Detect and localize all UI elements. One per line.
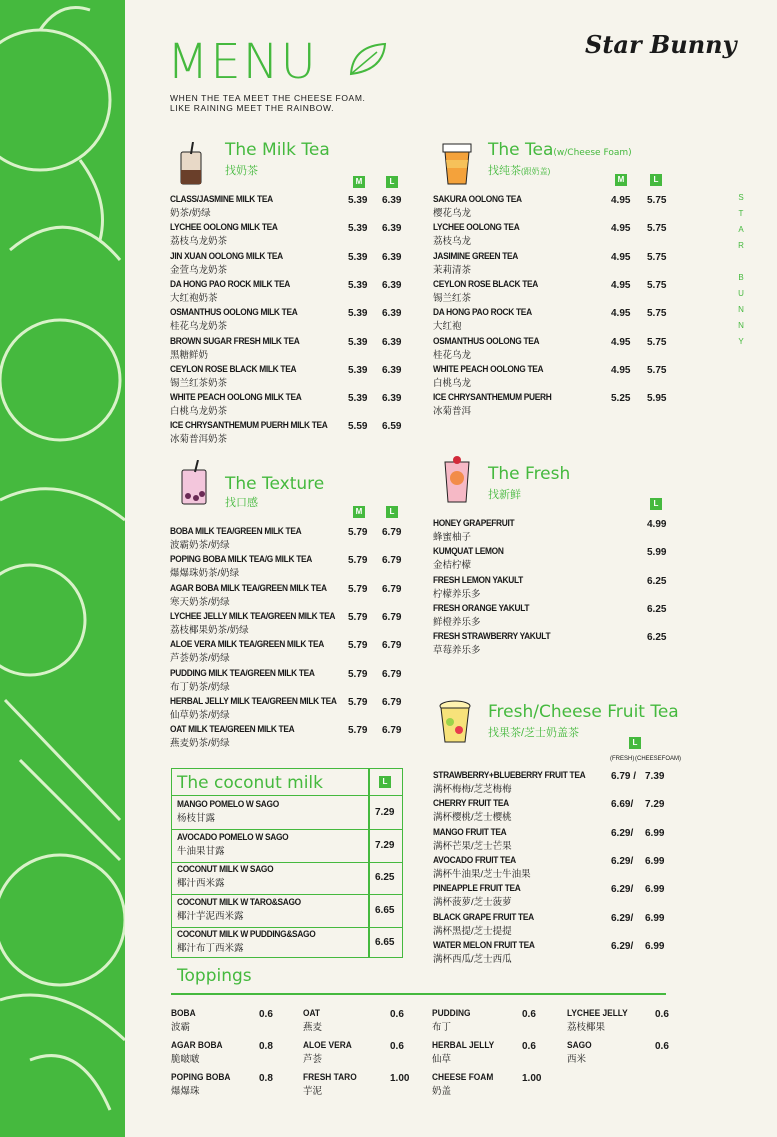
topping-name-zh: 芋泥	[303, 1086, 323, 1097]
item-name: DA HONG PAO ROCK TEA	[433, 307, 532, 319]
item-name-zh: 荔枝乌龙	[433, 236, 472, 248]
menu-item-row	[433, 336, 693, 362]
topping-name-zh: 芦荟	[303, 1054, 323, 1065]
price-large: 6.79	[382, 555, 402, 567]
item-name: ICE CHRYSANTHEMUM PUERH	[433, 392, 552, 404]
topping-name-zh: 脆啵啵	[171, 1054, 200, 1065]
item-name-zh: 芦荟奶茶/奶绿	[170, 653, 230, 665]
section-milk-tea	[170, 140, 410, 446]
topping-item	[303, 1008, 423, 1034]
item-name: LYCHEE JELLY MILK TEA/GREEN MILK TEA	[170, 610, 336, 622]
menu-item-row	[433, 307, 693, 333]
item-name: HONEY GRAPEFRUIT	[433, 518, 515, 529]
topping-name-zh: 燕麦	[303, 1022, 323, 1033]
item-name-zh: 柠檬养乐多	[433, 588, 481, 600]
item-name: SAKURA OOLONG TEA	[433, 194, 522, 205]
menu-item-row	[170, 251, 430, 277]
item-name: BOBA MILK TEA/GREEN MILK TEA	[170, 526, 302, 537]
item-name-zh: 金萱乌龙奶茶	[170, 264, 228, 276]
price-large: 6.65	[375, 904, 395, 916]
menu-item-row	[177, 864, 402, 890]
topping-name-zh: 荔枝椰果	[567, 1022, 606, 1033]
price-cheese-foam: 6.99	[645, 912, 665, 924]
item-name-zh: 桂花乌龙奶茶	[170, 321, 228, 333]
price-fresh: 6.79 /	[611, 771, 637, 782]
price-medium: 5.79	[348, 640, 368, 652]
topping-price: 1.00	[390, 1073, 410, 1084]
item-name-zh: 杨枝甘露	[177, 813, 216, 824]
menu-item-row	[170, 222, 430, 248]
menu-item-row	[433, 575, 693, 601]
item-name: LYCHEE OOLONG MILK TEA	[170, 222, 278, 234]
topping-price: 1.00	[522, 1073, 542, 1084]
price-medium: 5.39	[348, 251, 368, 263]
item-name-zh: 满杯樱桃/芝士樱桃	[433, 812, 512, 824]
menu-item-row	[170, 194, 430, 220]
price-large: 6.79	[382, 725, 402, 737]
milk-tea-cup-icon	[178, 142, 204, 186]
item-name: AVOCADO FRUIT TEA	[433, 854, 516, 866]
item-name-zh: 白桃乌龙奶茶	[170, 406, 228, 418]
menu-item-row	[433, 770, 693, 796]
menu-item-row	[170, 668, 430, 694]
topping-item	[171, 1008, 291, 1034]
item-name-zh: 锡兰红茶	[433, 292, 472, 304]
toppings-divider	[171, 993, 666, 995]
price-fresh: 6.29/	[611, 940, 634, 952]
size-l-badge: L	[386, 506, 398, 518]
menu-item-row	[170, 279, 430, 305]
price-large: 6.79	[382, 696, 402, 708]
price-medium: 4.95	[611, 308, 631, 320]
topping-price: 0.6	[259, 1009, 273, 1020]
price-cheese-foam: 6.99	[645, 884, 665, 896]
menu-item-row	[170, 336, 430, 362]
size-m-badge: M	[353, 506, 365, 518]
item-name: PINEAPPLE FRUIT TEA	[433, 883, 521, 895]
price-large: 6.59	[382, 421, 402, 433]
topping-name: CHEESE FOAM	[432, 1072, 494, 1083]
item-name: WHITE PEACH OOLONG TEA	[433, 363, 544, 375]
toppings-title: Toppings	[177, 966, 252, 986]
price-large: 6.39	[382, 279, 402, 291]
menu-item-row	[433, 883, 693, 909]
topping-name-zh: 布丁	[432, 1022, 452, 1033]
price-fresh: 6.29/	[611, 855, 634, 867]
item-name-zh: 冰菊普洱	[433, 406, 472, 418]
price-medium: 5.79	[348, 696, 368, 708]
price-cheese-foam: 6.99	[645, 827, 665, 839]
leaf-icon	[347, 40, 389, 78]
topping-name: OAT	[303, 1008, 321, 1019]
price-medium: 4.95	[611, 279, 631, 291]
menu-page	[125, 0, 777, 1137]
menu-item-row	[170, 307, 430, 333]
price-medium: 5.79	[348, 527, 368, 538]
topping-item	[303, 1040, 423, 1066]
item-name-zh: 荔枝椰果奶茶/奶绿	[170, 624, 249, 636]
item-name: COCONUT MILK W SAGO	[177, 864, 274, 875]
topping-price: 0.8	[259, 1041, 273, 1052]
price-medium: 5.39	[348, 279, 368, 291]
item-name: AVOCADO POMELO W SAGO	[177, 831, 289, 843]
price-cheese-foam: 6.99	[645, 940, 665, 952]
tagline-line-2: LIKE RAINING MEET THE RAINBOW.	[170, 103, 335, 113]
item-name-zh: 寒天奶茶/奶绿	[170, 596, 230, 608]
price-large: 6.39	[382, 393, 402, 405]
price-large: 7.29	[375, 839, 395, 851]
price-fresh: 6.29/	[611, 912, 634, 924]
item-name: DA HONG PAO ROCK MILK TEA	[170, 278, 291, 290]
item-name-zh: 樱花乌龙	[433, 208, 472, 219]
item-name: STRAWBERRY+BLUEBERRY FRUIT TEA	[433, 770, 586, 781]
menu-item-row	[170, 639, 430, 665]
price-large: 6.39	[382, 364, 402, 376]
price-medium: 5.79	[348, 583, 368, 595]
fresh-title: The Fresh	[488, 464, 571, 484]
price-medium: 5.39	[348, 364, 368, 376]
item-name: CEYLON ROSE BLACK MILK TEA	[170, 363, 297, 375]
item-name-zh: 冰菊普洱奶茶	[170, 434, 228, 446]
item-name: MANGO FRUIT TEA	[433, 826, 507, 838]
menu-item-row	[433, 279, 693, 305]
topping-name: LYCHEE JELLY	[567, 1008, 628, 1019]
topping-name: AGAR BOBA	[171, 1040, 223, 1051]
item-name-zh: 布丁奶茶/奶绿	[170, 681, 230, 693]
menu-item-row	[433, 855, 693, 881]
topping-item	[567, 1040, 687, 1066]
topping-name: FRESH TARO	[303, 1072, 357, 1083]
item-name: HERBAL JELLY MILK TEA/GREEN MILK TEA	[170, 695, 337, 707]
item-name: OSMANTHUS OOLONG TEA	[433, 335, 540, 347]
item-name-zh: 桂花乌龙	[433, 349, 472, 361]
tagline	[170, 93, 365, 113]
price-large: 5.75	[647, 364, 667, 376]
item-name-zh: 满杯西瓜/芝士西瓜	[433, 953, 512, 965]
topping-item	[432, 1008, 552, 1034]
price-large: 6.39	[382, 251, 402, 263]
menu-item-row	[433, 546, 693, 572]
topping-name: BOBA	[171, 1008, 196, 1019]
fruit-tea-cup-icon	[437, 696, 473, 744]
menu-item-row	[170, 364, 430, 390]
item-name-zh: 满杯梅梅/芝芝梅梅	[433, 784, 512, 795]
topping-name: ALOE VERA	[303, 1040, 352, 1051]
menu-item-row	[177, 799, 402, 825]
price-medium: 5.25	[611, 393, 631, 405]
topping-name-zh: 仙草	[432, 1054, 452, 1065]
cheese-column-header: (CHEESEFOAM)	[635, 756, 682, 762]
price-medium: 4.95	[611, 336, 631, 348]
row-divider	[172, 862, 402, 863]
item-name-zh: 满杯菠萝/芝士菠萝	[433, 897, 512, 909]
topping-name: POPING BOBA	[171, 1072, 231, 1083]
price-large: 5.95	[647, 393, 667, 405]
item-name: COCONUT MILK W TARO&SAGO	[177, 896, 301, 908]
topping-name-zh: 爆爆珠	[171, 1086, 200, 1097]
menu-item-row	[433, 798, 693, 824]
price-large: 6.39	[382, 336, 402, 348]
item-name-zh: 鲜橙养乐多	[433, 616, 481, 628]
menu-item-row	[170, 554, 430, 580]
topping-name: HERBAL JELLY	[432, 1040, 495, 1051]
texture-title: The Texture	[225, 474, 325, 494]
price-medium: 4.95	[611, 223, 631, 235]
topping-price: 0.8	[259, 1073, 273, 1084]
item-name-zh: 波霸奶茶/奶绿	[170, 540, 230, 551]
price-cheese-foam: 6.99	[645, 855, 665, 867]
item-name-zh: 茉莉清茶	[433, 264, 472, 276]
fruit-tea-subtitle: 找果茶/芝士奶盖茶	[488, 727, 580, 739]
size-l-badge: L	[629, 737, 641, 749]
item-name-zh: 满杯黑提/芝士提提	[433, 925, 512, 937]
item-name: OAT MILK TEA/GREEN MILK TEA	[170, 724, 295, 736]
topping-name-zh: 奶盖	[432, 1086, 452, 1097]
item-name: CEYLON ROSE BLACK TEA	[433, 278, 539, 290]
price-large: 6.79	[382, 527, 402, 538]
topping-item	[432, 1040, 552, 1066]
item-name: JIN XUAN OOLONG MILK TEA	[170, 250, 283, 262]
item-name: BLACK GRAPE FRUIT TEA	[433, 911, 534, 923]
menu-item-row	[433, 194, 693, 220]
price-large: 5.99	[647, 547, 667, 559]
menu-item-row	[433, 392, 693, 418]
price-large: 5.75	[647, 223, 667, 235]
milk-tea-title: The Milk Tea	[225, 140, 330, 160]
price-large: 7.29	[375, 807, 395, 818]
price-large: 6.79	[382, 668, 402, 680]
menu-item-row	[177, 929, 402, 955]
item-name: CHERRY FRUIT TEA	[433, 798, 509, 810]
topping-name: SAGO	[567, 1040, 592, 1051]
fresh-subtitle: 找新鲜	[488, 489, 521, 501]
item-name-zh: 椰汁芋泥西米露	[177, 910, 244, 922]
price-large: 6.39	[382, 195, 402, 206]
item-name: WHITE PEACH OOLONG MILK TEA	[170, 392, 302, 404]
topping-price: 0.6	[655, 1009, 669, 1020]
menu-item-row	[177, 897, 402, 923]
topping-name-zh: 波霸	[171, 1022, 191, 1033]
menu-item-row	[170, 420, 430, 446]
price-large: 5.75	[647, 251, 667, 263]
item-name-zh: 牛油果甘露	[177, 845, 225, 857]
size-m-badge: M	[353, 176, 365, 188]
menu-item-row	[170, 583, 430, 609]
row-divider	[172, 829, 402, 830]
item-name: FRESH ORANGE YAKULT	[433, 602, 530, 614]
topping-item	[303, 1072, 423, 1098]
price-large: 6.25	[647, 632, 667, 644]
menu-item-row	[170, 611, 430, 637]
menu-item-row	[433, 940, 693, 966]
item-name: COCONUT MILK W PUDDING&SAGO	[177, 929, 316, 940]
price-medium: 4.95	[611, 195, 631, 206]
fruit-tea-title: Fresh/Cheese Fruit Tea	[488, 702, 679, 722]
item-name-zh: 黑糖鲜奶	[170, 349, 209, 361]
item-name-zh: 燕麦奶茶/奶绿	[170, 738, 230, 750]
item-name-zh: 爆爆珠奶茶/奶绿	[170, 568, 240, 580]
topping-name-zh: 西米	[567, 1054, 587, 1065]
item-name: ICE CHRYSANTHEMUM PUERH MILK TEA	[170, 420, 328, 432]
price-cheese-foam: 7.39	[645, 771, 665, 782]
size-l-badge: L	[650, 174, 662, 186]
topping-item	[432, 1072, 552, 1098]
price-large: 6.25	[647, 603, 667, 615]
price-large: 6.25	[647, 575, 667, 587]
item-name-zh: 白桃乌龙	[433, 377, 472, 389]
item-name: FRESH STRAWBERRY YAKULT	[433, 631, 551, 643]
fresh-cup-icon	[441, 452, 473, 504]
price-medium: 5.79	[348, 725, 368, 737]
item-name-zh: 锡兰红茶奶茶	[170, 377, 228, 389]
section-texture	[170, 460, 415, 760]
price-medium: 5.39	[348, 393, 368, 405]
price-medium: 5.39	[348, 308, 368, 320]
price-large: 6.39	[382, 223, 402, 235]
item-name: FRESH LEMON YAKULT	[433, 574, 523, 586]
item-name-zh: 大红袍	[433, 321, 462, 333]
price-large: 6.65	[375, 937, 395, 948]
item-name: AGAR BOBA MILK TEA/GREEN MILK TEA	[170, 582, 327, 594]
size-l-badge: L	[650, 498, 662, 510]
price-large: 5.75	[647, 279, 667, 291]
fresh-column-header: (FRESH)	[610, 756, 635, 762]
item-name: ALOE VERA MILK TEA/GREEN MILK TEA	[170, 639, 324, 651]
price-large: 6.79	[382, 583, 402, 595]
menu-item-row	[170, 392, 430, 418]
price-fresh: 6.29/	[611, 827, 634, 839]
price-medium: 5.39	[348, 223, 368, 235]
item-name: WATER MELON FRUIT TEA	[433, 939, 535, 951]
price-medium: 5.59	[348, 421, 368, 433]
item-name: LYCHEE OOLONG TEA	[433, 222, 520, 234]
price-cheese-foam: 7.29	[645, 799, 665, 811]
item-name-zh: 椰汁布丁西米露	[177, 943, 244, 954]
price-large: 6.25	[375, 872, 395, 883]
price-large: 4.99	[647, 519, 667, 530]
menu-item-row	[433, 912, 693, 938]
vertical-brand-text: S T A R B U N N Y	[738, 193, 744, 346]
size-l-badge: L	[379, 776, 391, 788]
topping-price: 0.6	[390, 1009, 404, 1020]
item-name: JASIMINE GREEN TEA	[433, 250, 519, 262]
fruit-sketch-icon	[0, 0, 125, 1137]
topping-name: PUDDING	[432, 1008, 471, 1019]
item-name-zh: 金桔柠檬	[433, 560, 472, 572]
item-name-zh: 满杯芒果/芝士芒果	[433, 840, 512, 852]
price-medium: 5.79	[348, 611, 368, 623]
texture-subtitle: 找口感	[225, 497, 258, 509]
menu-item-row	[170, 724, 430, 750]
item-name-zh: 仙草奶茶/奶绿	[170, 709, 230, 721]
texture-cup-icon	[178, 460, 210, 506]
topping-item	[171, 1072, 291, 1098]
price-large: 5.75	[647, 308, 667, 320]
topping-price: 0.6	[522, 1041, 536, 1052]
menu-item-row	[170, 526, 430, 552]
tea-cup-icon	[439, 138, 475, 186]
tea-title: The Tea(w/Cheese Foam)	[488, 140, 632, 160]
price-medium: 5.39	[348, 336, 368, 348]
milk-tea-subtitle: 找奶茶	[225, 165, 258, 177]
price-large: 5.75	[647, 195, 667, 206]
price-fresh: 6.29/	[611, 884, 634, 896]
tagline-line-1: WHEN THE TEA MEET THE CHEESE FOAM.	[170, 93, 366, 103]
item-name: PUDDING MILK TEA/GREEN MILK TEA	[170, 667, 315, 679]
item-name-zh: 奶茶/奶绿	[170, 208, 211, 219]
tea-subtitle: 找纯茶(跟奶盖)	[488, 165, 551, 177]
menu-item-row	[433, 603, 693, 629]
menu-item-row	[433, 251, 693, 277]
price-large: 6.79	[382, 611, 402, 623]
price-medium: 5.79	[348, 555, 368, 567]
menu-item-row	[170, 696, 430, 722]
price-large: 6.79	[382, 640, 402, 652]
menu-item-row	[177, 832, 402, 858]
topping-item	[567, 1008, 687, 1034]
price-medium: 5.79	[348, 668, 368, 680]
row-divider	[172, 927, 402, 928]
item-name-zh: 满杯牛油果/芝士牛油果	[433, 868, 531, 880]
section-tea	[433, 140, 673, 420]
coconut-title: The coconut milk	[177, 773, 323, 793]
topping-item	[171, 1040, 291, 1066]
row-divider	[172, 894, 402, 895]
price-large: 6.39	[382, 308, 402, 320]
price-medium: 4.95	[611, 251, 631, 263]
item-name-zh: 大红袍奶茶	[170, 292, 218, 304]
menu-item-row	[433, 631, 693, 657]
topping-price: 0.6	[655, 1041, 669, 1052]
menu-item-row	[433, 222, 693, 248]
menu-item-row	[433, 364, 693, 390]
price-medium: 4.95	[611, 364, 631, 376]
item-name-zh: 草莓养乐多	[433, 645, 481, 657]
item-name-zh: 蜂蜜柚子	[433, 532, 472, 543]
topping-price: 0.6	[390, 1041, 404, 1052]
price-fresh: 6.69/	[611, 799, 634, 811]
item-name-zh: 椰汁西米露	[177, 878, 225, 889]
size-m-badge: M	[615, 174, 627, 186]
menu-item-row	[433, 827, 693, 853]
section-fruit-tea	[433, 690, 683, 970]
item-name: BROWN SUGAR FRESH MILK TEA	[170, 335, 300, 347]
item-name: OSMANTHUS OOLONG MILK TEA	[170, 307, 298, 319]
size-l-badge: L	[386, 176, 398, 188]
item-name-zh: 荔枝乌龙奶茶	[170, 236, 228, 248]
price-medium: 5.39	[348, 195, 368, 206]
item-name: KUMQUAT LEMON	[433, 546, 504, 558]
item-name: MANGO POMELO W SAGO	[177, 799, 279, 810]
brand-logo: Star Bunny	[585, 30, 737, 59]
coconut-milk-box	[171, 768, 403, 958]
decorative-fruit-strip	[0, 0, 125, 1137]
section-fresh	[433, 452, 673, 662]
price-large: 5.75	[647, 336, 667, 348]
menu-item-row	[433, 518, 693, 544]
item-name: POPING BOBA MILK TEA/G MILK TEA	[170, 554, 313, 566]
topping-price: 0.6	[522, 1009, 536, 1020]
item-name: CLASS/JASMINE MILK TEA	[170, 194, 273, 205]
menu-title: MENU	[167, 34, 318, 90]
